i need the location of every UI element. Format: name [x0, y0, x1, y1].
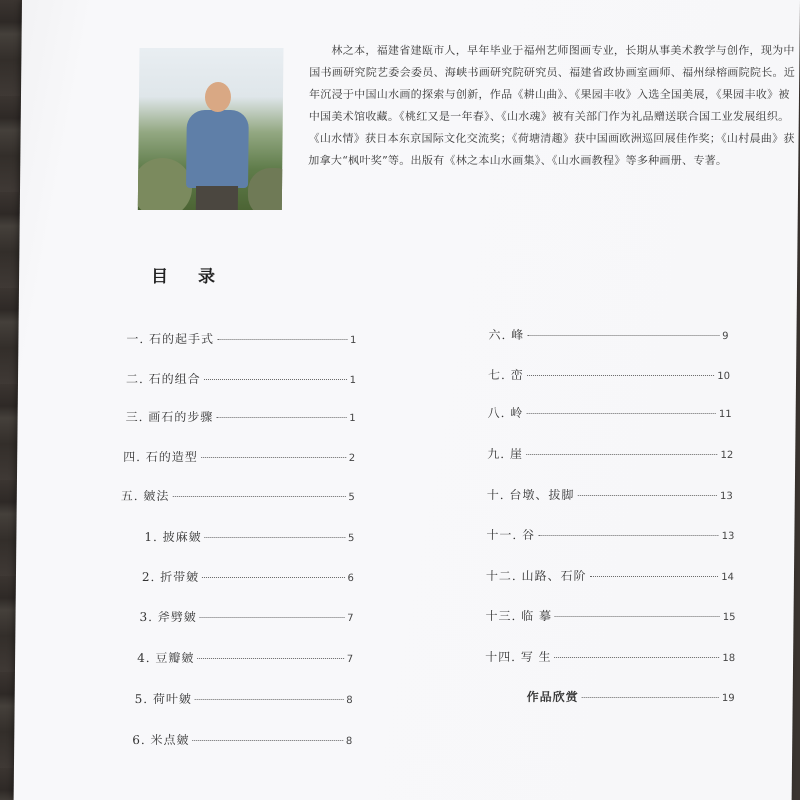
- toc-entry[interactable]: [488, 404, 732, 421]
- leader-dots: [197, 657, 343, 659]
- leader-dots: [590, 575, 719, 577]
- leader-dots: [202, 576, 344, 578]
- leader-dots: [527, 374, 715, 376]
- toc-entry-page: 5: [347, 533, 355, 544]
- toc-entry-label: 八. 岭: [487, 406, 524, 420]
- leader-dots: [527, 334, 719, 336]
- toc-entry-label: 十三. 临 摹: [485, 609, 553, 623]
- toc-entry-page: 13: [721, 531, 735, 542]
- toc-entry[interactable]: [142, 568, 354, 585]
- book-page: [14, 0, 800, 800]
- toc-entry[interactable]: [485, 648, 735, 665]
- photo-person-body: [186, 110, 249, 188]
- toc-entry-label: 作品欣赏: [526, 690, 579, 704]
- toc-entry-label: 一. 石的起手式: [126, 332, 215, 346]
- leader-dots: [555, 615, 720, 617]
- leader-dots: [195, 698, 343, 700]
- toc-entry[interactable]: [144, 528, 354, 545]
- toc-entry-page: 15: [722, 612, 736, 623]
- toc-entry-page: 6: [347, 573, 354, 584]
- author-photo: [138, 48, 284, 210]
- toc-entry-page: 5: [348, 492, 355, 503]
- toc-entry-page: 1: [349, 413, 356, 424]
- toc-entry-label: 十. 台墩、拔脚: [486, 488, 575, 502]
- toc-entry-page: 1: [349, 375, 357, 386]
- toc-entry-label: 十四. 写 生: [485, 650, 552, 664]
- photo-rock: [248, 168, 284, 210]
- leader-dots: [526, 453, 718, 455]
- toc-entry-page: 12: [720, 450, 734, 461]
- toc-entry[interactable]: [137, 649, 353, 666]
- toc-entry[interactable]: [126, 330, 356, 347]
- toc-entry[interactable]: [135, 690, 353, 707]
- toc-entry[interactable]: [485, 607, 735, 624]
- toc-entry-page: 19: [721, 693, 735, 704]
- toc-entry-label: 五. 皴法: [120, 489, 170, 503]
- toc-entry-page: 8: [346, 695, 353, 706]
- leader-dots: [216, 416, 346, 418]
- toc-entry-label: 十一. 谷: [486, 528, 536, 542]
- leader-dots: [577, 494, 717, 496]
- toc-entry[interactable]: [139, 608, 353, 625]
- leader-dots: [526, 412, 716, 414]
- toc-entry-label: 1. 披麻皴: [144, 530, 202, 544]
- author-bio: 林之本，福建省建瓯市人，早年毕业于福州艺师图画专业，长期从事美术教学与创作，现为中国书画研究院艺委会委员、海峡书画研究院研究员、福建省政协画室画师、福州绿榕画院院长。近年沉浸于中国山水画的探索与创新，作品《耕山曲》、《果园丰收》入选全国美展，《果园丰收》被中国美术馆收藏。《桃红又是一年春》、《山水魂》被有关部门作为礼品赠送联合国工业发展组织。《山水情》获日本东京国际文化交流奖；《荷塘清趣》获中国画欧洲巡回展佳作奖；《山村晨曲》获加拿大“枫叶奖”等。出版有《林之本山水画集》、《山水画教程》等多种画册、专著。: [308, 44, 796, 167]
- toc-entry-label: 二. 石的组合: [125, 372, 201, 386]
- toc-entry-page: 8: [345, 736, 353, 747]
- toc-title: 目 录: [150, 267, 228, 287]
- toc-entry[interactable]: [132, 731, 352, 748]
- toc-entry-label: 2. 折带皴: [141, 570, 200, 584]
- toc-entry[interactable]: [486, 567, 734, 584]
- toc-entry[interactable]: [487, 486, 733, 503]
- leader-dots: [205, 536, 345, 538]
- toc-entry-label: 四. 石的造型: [123, 450, 198, 464]
- toc-entry-label: 六. 峰: [488, 328, 525, 342]
- toc-entry[interactable]: [488, 326, 728, 343]
- toc-entry-page: 14: [721, 572, 735, 583]
- leader-dots: [555, 656, 720, 658]
- toc-entry-label: 4. 豆瓣皴: [137, 651, 195, 665]
- leader-dots: [204, 378, 347, 380]
- photo-person-legs: [196, 186, 238, 210]
- toc-entry-page: 13: [720, 491, 733, 502]
- toc-entry[interactable]: [527, 688, 735, 705]
- leader-dots: [217, 338, 347, 340]
- toc-entry-page: 2: [348, 453, 356, 464]
- leader-dots: [193, 739, 343, 741]
- toc-entry[interactable]: [126, 408, 356, 425]
- toc-entry-page: 1: [350, 335, 357, 346]
- toc-entry-label: 三. 画石的步骤: [125, 410, 214, 424]
- photo-rock: [138, 158, 193, 210]
- leader-dots: [538, 534, 719, 536]
- toc-entry[interactable]: [486, 526, 734, 543]
- toc-entry-label: 6. 米点皴: [132, 733, 190, 747]
- leader-dots: [582, 696, 719, 698]
- photo-person-head: [205, 82, 231, 112]
- toc-entry-label: 3. 斧劈皴: [139, 610, 197, 624]
- leader-dots: [201, 456, 346, 458]
- toc-entry-page: 10: [717, 371, 731, 382]
- toc-entry-label: 5. 荷叶皴: [134, 692, 193, 706]
- toc-entry-page: 9: [722, 331, 729, 342]
- toc-entry[interactable]: [488, 366, 730, 383]
- toc-entry[interactable]: [121, 487, 355, 504]
- toc-entry-label: 九. 崖: [487, 447, 523, 461]
- toc-entry[interactable]: [123, 448, 355, 465]
- toc-entry-page: 18: [722, 653, 736, 664]
- leader-dots: [172, 495, 345, 497]
- toc-entry-page: 7: [346, 654, 354, 665]
- leader-dots: [200, 616, 344, 618]
- toc-entry[interactable]: [126, 370, 356, 387]
- toc-entry-label: 七. 峦: [487, 368, 524, 382]
- toc-entry[interactable]: [487, 445, 733, 462]
- toc-entry-page: 11: [718, 409, 732, 420]
- toc-entry-page: 7: [347, 613, 354, 624]
- toc-entry-label: 十二. 山路、石阶: [485, 569, 587, 583]
